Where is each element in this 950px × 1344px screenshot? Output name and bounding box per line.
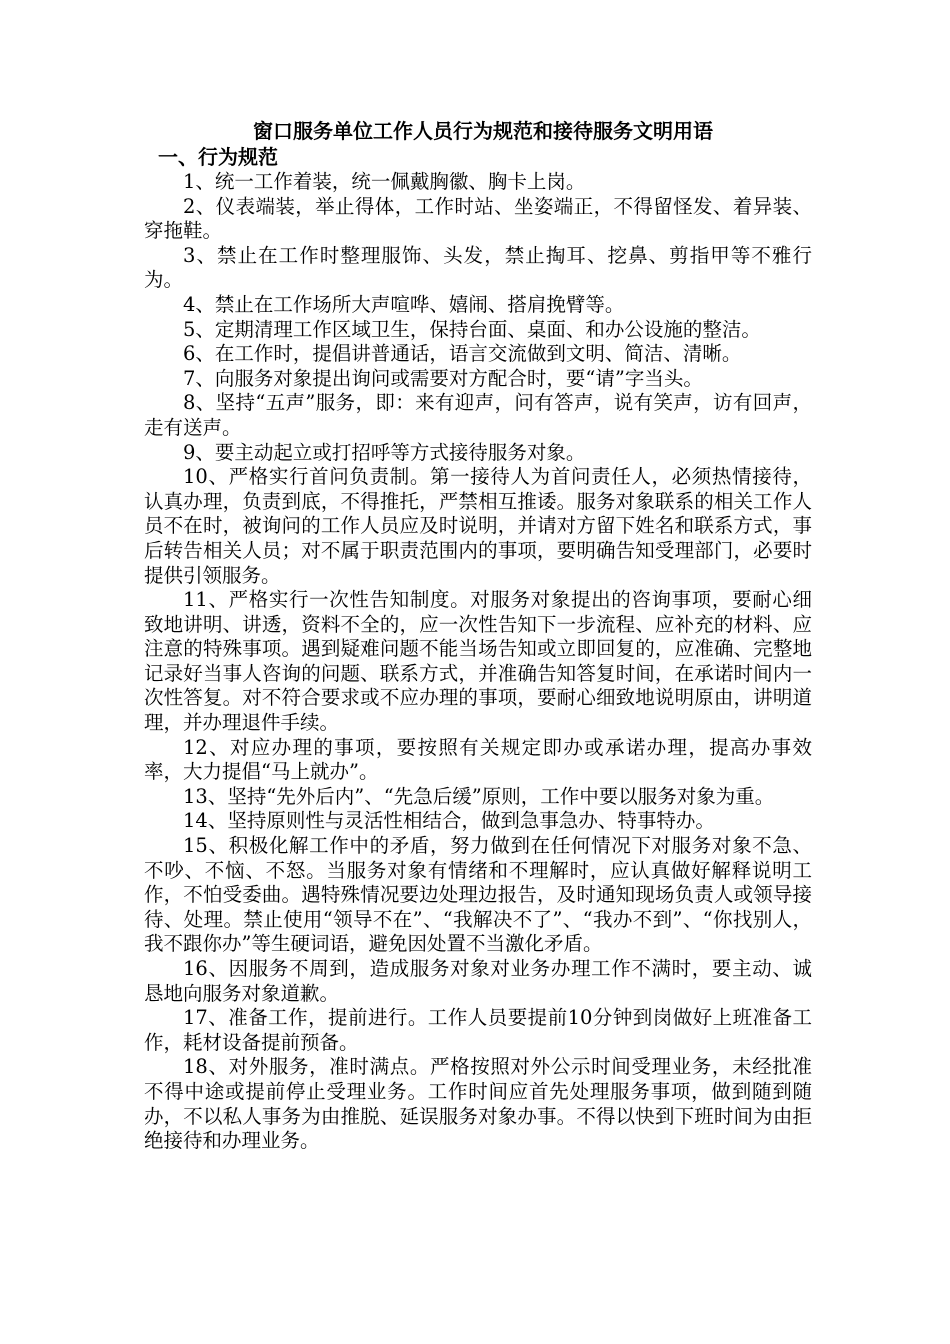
document-title: 窗口服务单位工作人员行为规范和接待服务文明用语 bbox=[253, 119, 713, 143]
paragraph-list bbox=[144, 170, 812, 1154]
document-body bbox=[144, 118, 812, 1154]
paragraph-item-15: 15、积极化解工作中的矛盾，努力做到在任何情况下对服务对象不急、不吵、不恼、不怒。当服务对象有情绪和不理解时，应认真做好解释说明工作，不怕受委曲。遇特殊情况要边处理边报告，及时通知现场负责人或领导接待、处理。禁止使用“领导不在”、“我解决不了”、“我办不到”、“你找别人，我不跟你办”等生硬词语，避免因处置不当激化矛盾。 bbox=[144, 834, 812, 956]
paragraph-item-17: 17、准备工作，提前进行。工作人员要提前10分钟到岗做好上班准备工作，耗材设备提前预备。 bbox=[144, 1006, 812, 1054]
paragraph-item-7: 7、向服务对象提出询问或需要对方配合时，要“请”字当头。 bbox=[183, 366, 703, 390]
paragraph-item-9: 9、要主动起立或打招呼等方式接待服务对象。 bbox=[183, 440, 586, 464]
paragraph-item-8: 8、坚持“五声”服务，即：来有迎声，问有答声，说有笑声，访有回声，走有送声。 bbox=[144, 391, 812, 439]
paragraph-item-10: 10、严格实行首问负责制。第一接待人为首问责任人，必须热情接待，认真办理，负责到底，不得推托，严禁相互推诿。服务对象联系的相关工作人员不在时，被询问的工作人员应及时说明，并请对方留下姓名和联系方式，事后转告相关人员；对不属于职责范围内的事项，要明确告知受理部门，必要时提供引领服务。 bbox=[144, 465, 812, 587]
section-heading: 一、行为规范 bbox=[158, 145, 278, 169]
paragraph-item-4: 4、禁止在工作场所大声喧哗、嬉闹、搭肩挽臂等。 bbox=[183, 292, 625, 316]
paragraph-item-14: 14、坚持原则性与灵活性相结合，做到急事急办、特事特办。 bbox=[183, 809, 715, 833]
paragraph-item-5: 5、定期清理工作区域卫生，保持台面、桌面、和办公设施的整洁。 bbox=[183, 317, 761, 341]
paragraph-item-13: 13、坚持“先外后内”、“先急后缓”原则，工作中要以服务对象为重。 bbox=[183, 784, 775, 808]
paragraph-item-18: 18、对外服务，准时满点。严格按照对外公示时间受理业务，未经批准不得中途或提前停止受理业务。工作时间应首先处理服务事项，做到随到随办，不以私人事务为由推脱、延误服务对象办事。不得以快到下班时间为由拒绝接待和办理业务。 bbox=[144, 1055, 812, 1153]
paragraph-item-12: 12、对应办理的事项，要按照有关规定即办或承诺办理，提高办事效率，大力提倡“马上就办”。 bbox=[144, 735, 812, 784]
paragraph-item-16: 16、因服务不周到，造成服务对象对业务办理工作不满时，要主动、诚恳地向服务对象道歉。 bbox=[144, 957, 812, 1005]
paragraph-item-6: 6、在工作时，提倡讲普通话，语言交流做到文明、简洁、清晰。 bbox=[183, 342, 742, 366]
paragraph-item-1: 1、统一工作着装，统一佩戴胸徽、胸卡上岗。 bbox=[183, 170, 586, 193]
paragraph-item-2: 2、仪表端装，举止得体，工作时站、坐姿端正，不得留怪发、着异装、穿拖鞋。 bbox=[144, 194, 812, 243]
paragraph-item-3: 3、禁止在工作时整理服饰、头发，禁止掏耳、挖鼻、剪指甲等不雅行为。 bbox=[144, 243, 812, 292]
paragraph-item-11: 11、严格实行一次性告知制度。对服务对象提出的咨询事项，要耐心细致地讲明、讲透，资料不全的，应一次性告知下一步流程、应补充的材料、应注意的特殊事项。遇到疑难问题不能当场告知或立即回复的，应准确、完整地记录好当事人咨询的问题、联系方式，并准确告知答复时间，在承诺时间内一次性答复。对不符合要求或不应办理的事项，要耐心细致地说明原由，讲明道理，并办理退件手续。 bbox=[144, 588, 812, 735]
